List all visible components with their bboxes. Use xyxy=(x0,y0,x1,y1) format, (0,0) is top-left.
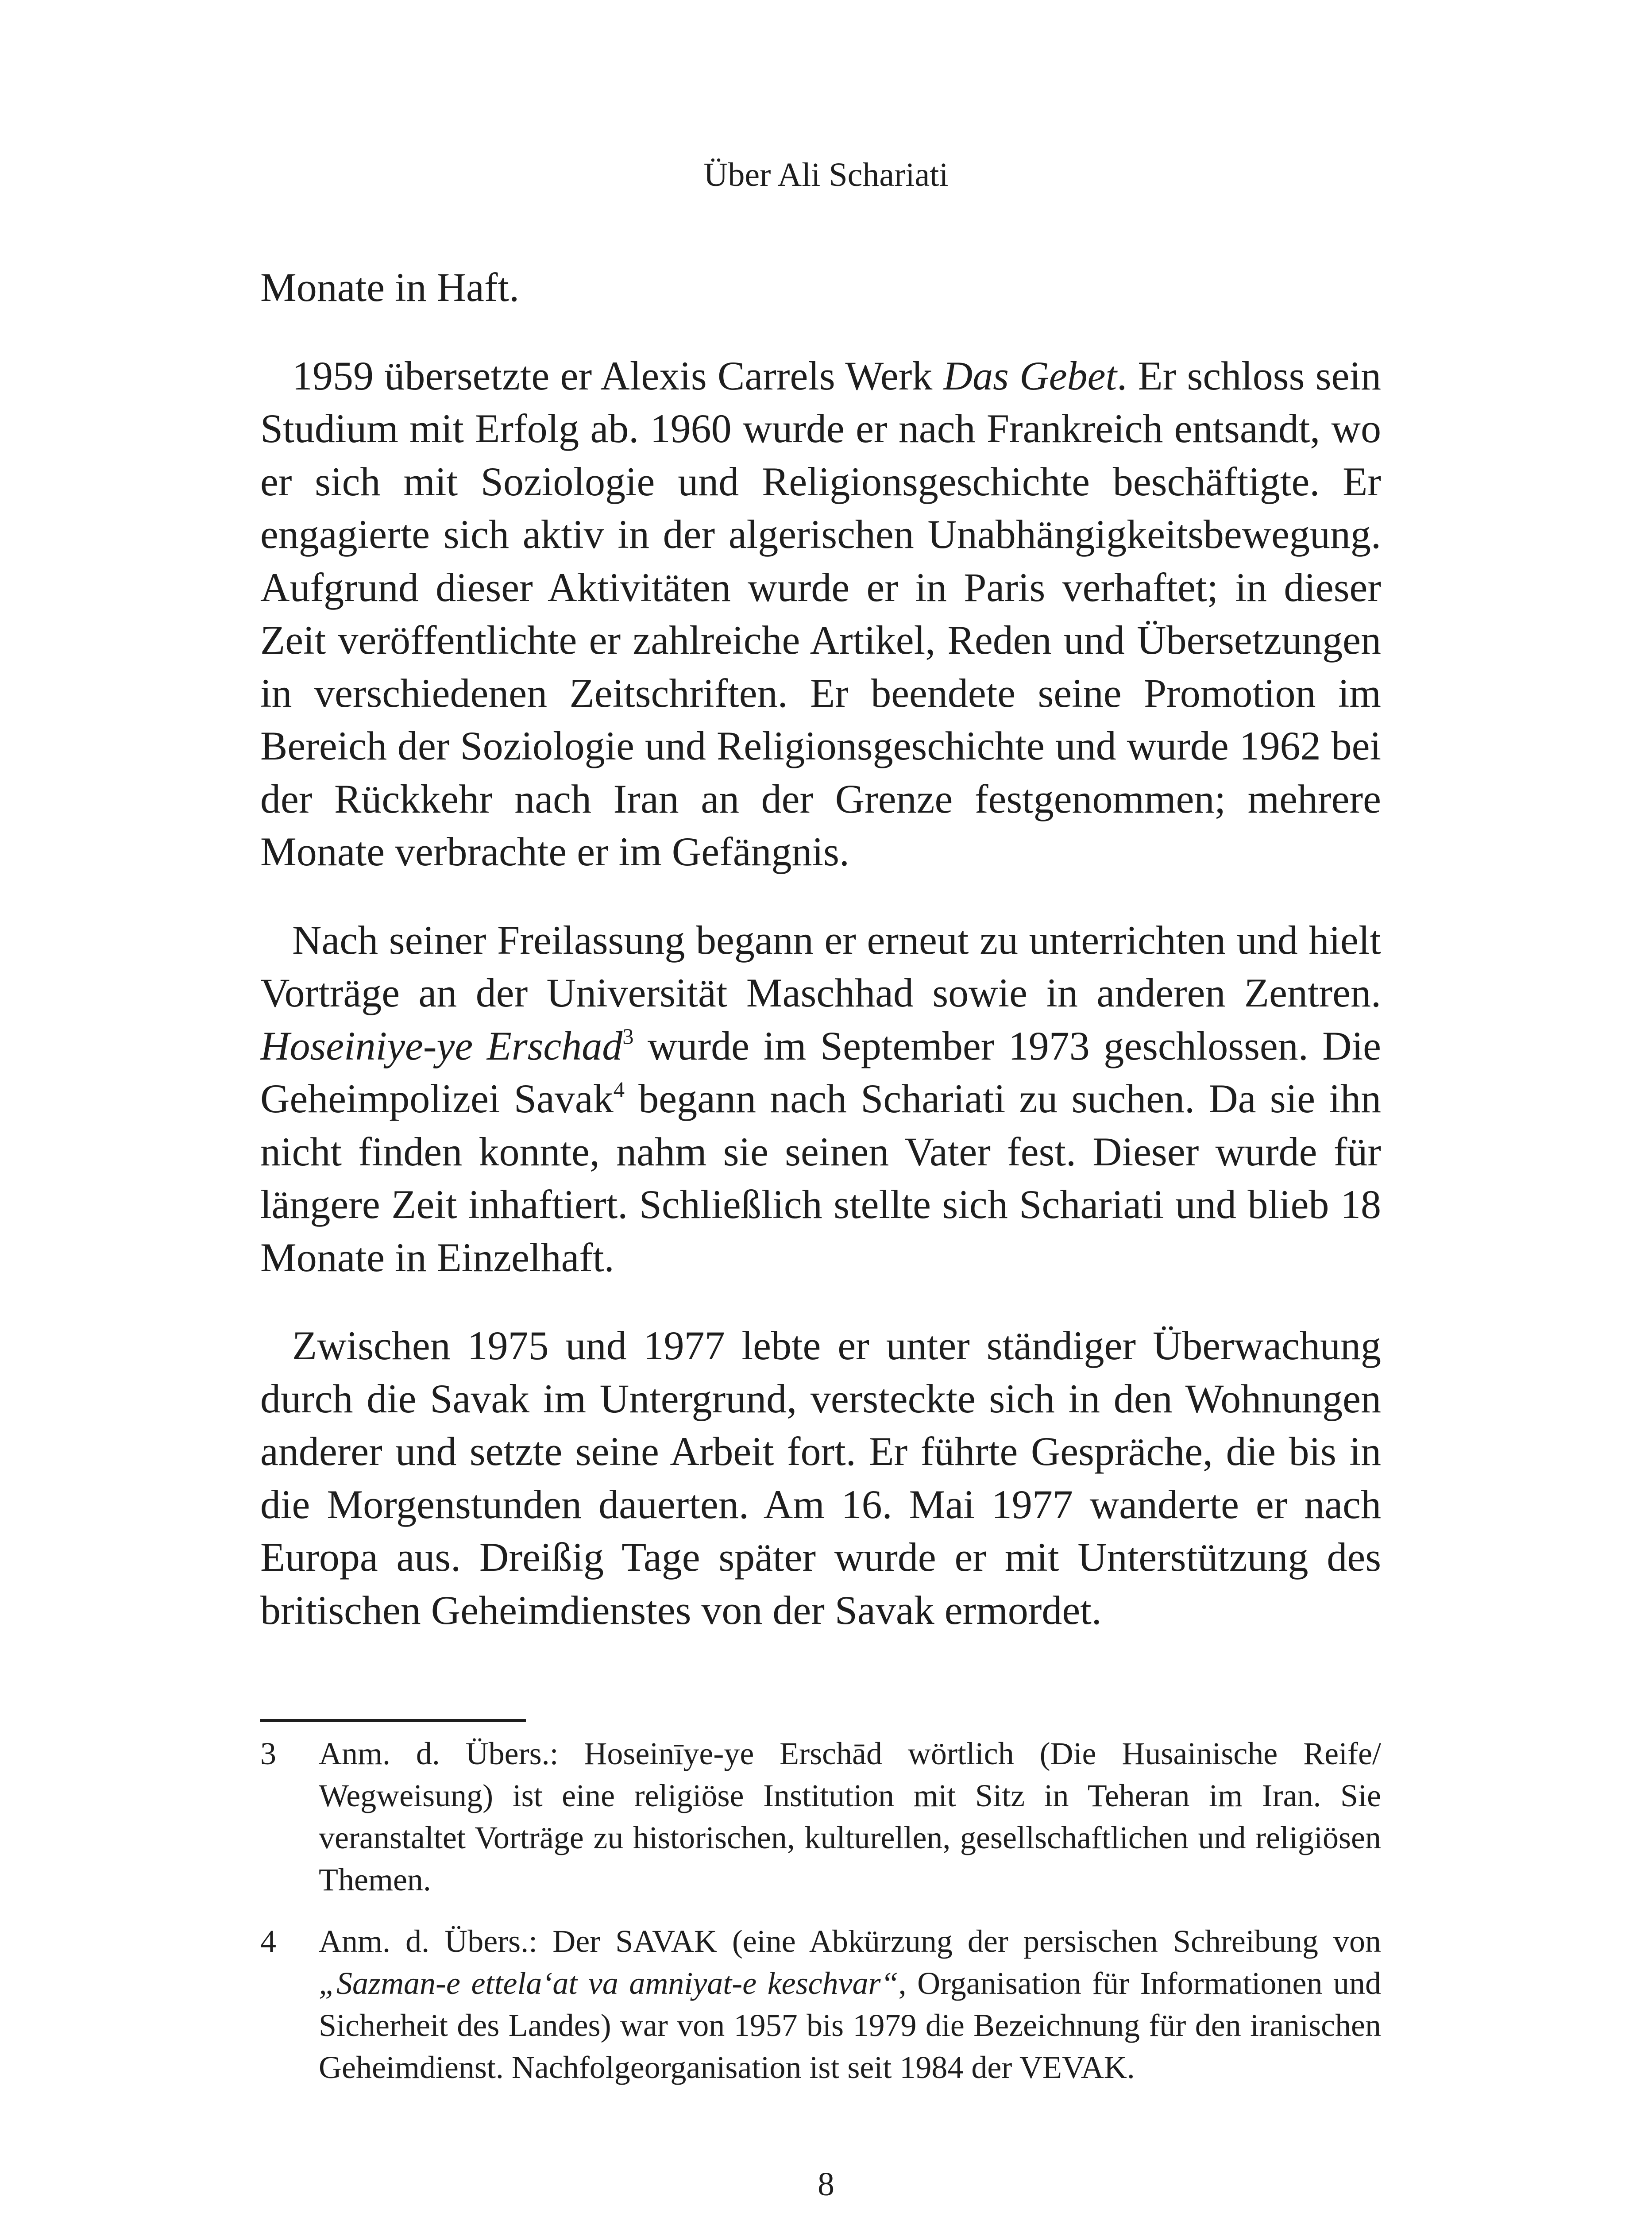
paragraph-1-text-b: . Er schloss sein Studium mit Erfolg ab. 1960 wurde er nach Frankreich entsandt, wo er sich mit Soziologie und Religionsgeschichte beschäftigte. Er engagierte sich aktiv in der algerischen Unabhängigkeitsbewegung. Aufgrund dieser Aktivitäten wurde er in Paris verhaftet; in dieser Zeit veröffentlichte er zahlreiche Artikel, Reden und Übersetzungen in verschiedenen Zeitschriften. Er beendete seine Promotion im Bereich der Soziologie und Religionsgeschichte und wurde 1962 bei der Rückkehr nach Iran an der Grenze festgenommen; mehrere Monate verbrachte er im Gefängnis. xyxy=(260,353,1381,874)
page-number: 8 xyxy=(818,2166,834,2203)
paragraph-2-text-a: Nach seiner Freilassung begann er erneut zu unterrichten und hielt Vorträge an der Universität Maschhad sowie in anderen Zentren. xyxy=(260,917,1381,1015)
running-head: Über Ali Schariati xyxy=(703,156,949,193)
paragraph-2 xyxy=(260,914,1381,1284)
paragraph-2-text-b: wurde im September 1973 geschlossen. Die Geheimpolizei Savak xyxy=(260,1023,1382,1121)
footnote-text: Anm. d. Übers.: Hoseinīye-ye Erschād wörtlich (Die Husainische Reife/ Wegweisung) ist eine religiöse Institution mit Sitz in Teheran im Iran. Sie veranstaltet Vorträge zu historischen, kulturellen, gesellschaftlichen und religiösen Themen. xyxy=(319,1736,1381,1897)
footnote-4 xyxy=(260,1920,1381,2089)
footnote-quote: „Sazman-e ettela‘at va amniyat-e keschvar“ xyxy=(319,1966,899,2001)
footnote-divider xyxy=(260,1719,526,1722)
paragraph-continued: Monate in Haft. xyxy=(260,265,520,310)
book-title-das-gebet: Das Gebet xyxy=(943,353,1117,398)
institution-name: Hoseiniye-ye Erschad xyxy=(260,1023,623,1068)
footnote-text-a: Anm. d. Übers.: Der SAVAK (eine Abkürzung der persischen Schreibung von xyxy=(319,1924,1381,1959)
main-text xyxy=(260,261,1381,1672)
paragraph-1-text-a: 1959 übersetzte er Alexis Carrels Werk xyxy=(292,353,943,398)
paragraph-1 xyxy=(260,350,1381,879)
footnote-text-b: , Organisation für Informationen und Sicherheit des Landes) war von 1957 bis 1979 die Bezeichnung für den iranischen Geheimdienst. Nachfolgeorganisation ist seit 1984 der VEVAK. xyxy=(319,1966,1381,2085)
footnotes xyxy=(260,1733,1381,2108)
paragraph-3: Zwischen 1975 und 1977 lebte er unter ständiger Überwachung durch die Savak im Untergrund, versteckte sich in den Wohnungen anderer und setzte seine Arbeit fort. Er führte Gespräche, die bis in die Morgenstunden dauerten. Am 16. Mai 1977 wanderte er nach Europa aus. Dreißig Tage später wurde er mit Unterstützung des britischen Geheimdienstes von der Savak ermordet. xyxy=(260,1323,1381,1633)
footnote-ref-4[interactable]: 4 xyxy=(613,1077,625,1102)
paragraph-2-text-c: begann nach Schariati zu suchen. Da sie ihn nicht finden konnte, nahm sie seinen Vater fest. Dieser wurde für längere Zeit inhaftiert. Schließlich stellte sich Schariati und blieb 18 Monate in Einzelhaft. xyxy=(260,1076,1381,1280)
footnote-number: 3 xyxy=(260,1736,276,1771)
footnote-number: 4 xyxy=(260,1924,276,1959)
footnote-ref-3[interactable]: 3 xyxy=(622,1024,634,1049)
footnote-3 xyxy=(260,1733,1381,1901)
